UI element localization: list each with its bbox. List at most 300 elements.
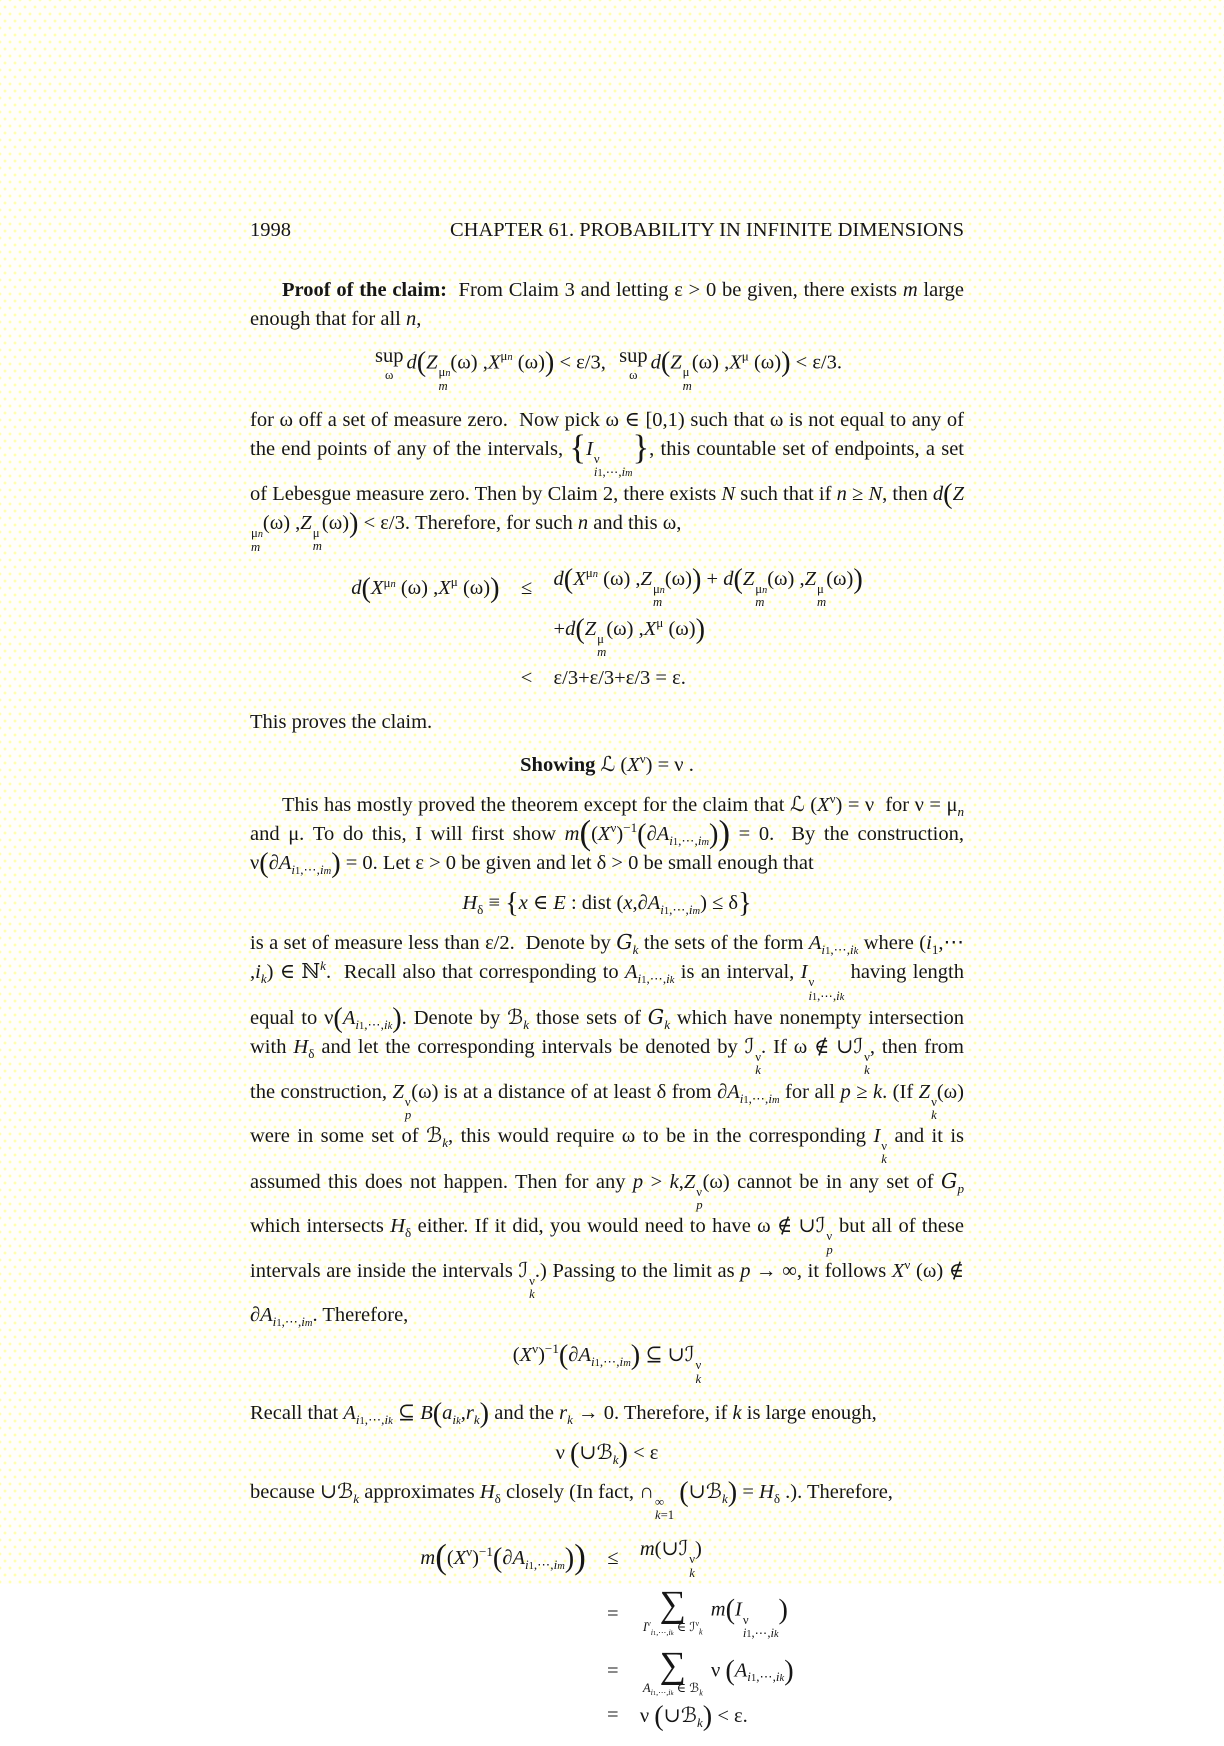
math-fragment: 1 xyxy=(931,942,939,958)
math-fragment: ) xyxy=(691,563,702,595)
math-fragment: k xyxy=(755,1063,761,1078)
math-fragment: m xyxy=(623,1358,631,1370)
math-fragment: ν xyxy=(931,1094,937,1109)
math-fragment: n xyxy=(957,804,964,820)
math-fragment: ) xyxy=(853,563,863,595)
math-fragment: ( xyxy=(333,1003,343,1035)
math-fragment: k xyxy=(612,1452,619,1468)
math-fragment: k xyxy=(864,1063,870,1078)
math-fragment: x xyxy=(623,892,633,915)
math-fragment xyxy=(251,527,263,554)
math-fragment: N xyxy=(721,483,736,506)
math-fragment xyxy=(655,1496,674,1523)
math-fragment: i xyxy=(836,988,840,1003)
math-fragment: ν xyxy=(904,1257,911,1273)
math-fragment: Z xyxy=(670,351,682,374)
running-header xyxy=(250,218,964,242)
paragraph: This has mostly proved the theorem except for the claim that ℒ $(X^\nu) = \nu$ for $\nu = \mu_n$ and μ. To do this, I will first show $m((X^\nu)^{-1}(\partial A_{i1,\cdots,im})) = 0$. By the construction, $\nu(\partial A_{i1,\cdots,im}) = 0$. Let ε > 0 be given and let δ > 0 be small enough that xyxy=(250,791,964,880)
math-fragment xyxy=(696,1199,702,1212)
math-fragment: i xyxy=(621,465,626,480)
math-fragment: n xyxy=(577,512,589,535)
math-fragment xyxy=(261,971,267,986)
math-fragment: 1 xyxy=(641,975,647,987)
math-fragment: { xyxy=(505,888,519,920)
math-fragment: i xyxy=(319,862,324,878)
math-fragment xyxy=(699,1628,703,1637)
math-fragment xyxy=(353,1491,359,1506)
math-fragment: ∑ xyxy=(659,1643,686,1685)
math-fragment: i xyxy=(650,1688,653,1698)
math-fragment: 1 xyxy=(750,1673,757,1685)
math-fragment: A xyxy=(578,1344,591,1367)
math-fragment: k xyxy=(732,1401,742,1424)
math-fragment: i1,⋯,im xyxy=(660,902,701,918)
math-fragment: k xyxy=(529,1287,535,1302)
math-fragment xyxy=(772,1095,780,1106)
math-fragment: ∑ $A_{i1,\cdots,ik}$ ∈ ℬ$_k$ ν $(A_{i1,\cdots,ik})$ xyxy=(642,1643,794,1698)
math-fragment: ≤ xyxy=(520,577,533,600)
math-fragment xyxy=(439,380,448,393)
math-fragment: ) xyxy=(718,813,731,853)
math-fragment: 1 xyxy=(276,1318,282,1330)
math-fragment xyxy=(864,1064,870,1077)
math-fragment: X xyxy=(729,351,742,374)
math-fragment: = xyxy=(607,1602,619,1625)
math-fragment: k xyxy=(473,1412,480,1428)
math-fragment xyxy=(390,579,395,590)
math-fragment: d xyxy=(351,577,362,600)
math-fragment xyxy=(445,368,450,379)
math-fragment: k xyxy=(260,971,267,987)
math-fragment: ω xyxy=(629,367,638,382)
math-fragment: k xyxy=(669,975,675,987)
math-fragment xyxy=(642,1643,703,1698)
math-fragment: k xyxy=(664,1017,671,1033)
math-fragment: m xyxy=(312,539,322,554)
math-fragment: H xyxy=(479,1480,495,1503)
math-fragment: i1,⋯,im xyxy=(524,1556,565,1572)
math-fragment xyxy=(456,1416,461,1427)
math-fragment: n xyxy=(659,584,665,596)
math-fragment xyxy=(755,1051,761,1078)
math-fragment: i1,⋯,ik xyxy=(747,1669,785,1685)
math-fragment: i xyxy=(742,1625,747,1640)
math-fragment: ) xyxy=(695,613,706,645)
math-fragment: d xyxy=(565,617,576,640)
math-fragment: 1 xyxy=(746,1628,752,1640)
math-fragment: p xyxy=(840,1080,851,1103)
math-fragment: $m((X^\nu)^{-1}(\partial A_{i1,\cdots,im}))$ xyxy=(420,1536,586,1576)
math-fragment: m xyxy=(771,1094,780,1106)
math-fragment: ν xyxy=(696,1184,702,1199)
math-fragment: X xyxy=(438,577,451,600)
math-fragment xyxy=(817,583,826,610)
math-fragment: sup xyxy=(374,345,404,367)
math-fragment: { xyxy=(569,428,587,468)
math-fragment: ( xyxy=(259,848,269,880)
math-fragment xyxy=(695,1359,701,1386)
math-fragment: A xyxy=(647,892,661,915)
math-fragment: ( xyxy=(943,478,953,510)
math-fragment xyxy=(523,1017,529,1032)
math-fragment xyxy=(699,1688,703,1697)
math-fragment: ν xyxy=(404,1094,411,1109)
math-fragment: i xyxy=(452,1412,457,1428)
math-fragment xyxy=(623,1358,631,1369)
math-fragment: Z xyxy=(952,483,964,506)
math-fragment: 1 xyxy=(812,991,818,1003)
math-fragment: m xyxy=(817,595,827,610)
math-fragment xyxy=(439,366,451,393)
math-fragment xyxy=(671,1630,674,1637)
math-fragment: k xyxy=(689,1565,695,1580)
math-fragment: i xyxy=(666,971,670,987)
math-fragment: ( xyxy=(570,1437,580,1469)
math-fragment xyxy=(653,583,665,610)
math-fragment: d xyxy=(932,483,944,506)
math-fragment: ( xyxy=(579,813,592,853)
math-fragment: Z xyxy=(640,567,652,590)
math-fragment: ( xyxy=(416,347,427,379)
math-fragment: x xyxy=(518,892,528,915)
paragraph: Proof of the claim: From Claim 3 and letting ε > 0 be given, there exists m large enough that for all n, xyxy=(250,279,965,330)
equation-array xyxy=(351,564,863,694)
math-fragment: ν xyxy=(647,1619,651,1629)
math-fragment: δ xyxy=(308,1046,315,1062)
math-fragment xyxy=(420,1699,793,1732)
math-fragment: 1 xyxy=(653,1629,657,1637)
math-fragment: ( xyxy=(725,1594,735,1626)
math-fragment: i1,⋯,im xyxy=(272,1314,313,1330)
math-fragment: ( xyxy=(563,563,574,595)
math-fragment: i xyxy=(383,1017,388,1033)
math-fragment: A xyxy=(260,1304,273,1327)
math-fragment: i xyxy=(770,1625,775,1640)
math-fragment: X xyxy=(643,617,657,640)
math-fragment xyxy=(593,569,598,580)
math-fragment: n xyxy=(445,368,451,380)
math-fragment: i xyxy=(660,902,664,918)
math-fragment: ν xyxy=(826,1229,833,1244)
math-fragment: μ xyxy=(817,581,824,596)
math-fragment xyxy=(320,959,326,974)
math-fragment: k xyxy=(699,1688,703,1698)
math-fragment: k xyxy=(669,1170,679,1193)
math-fragment: ( xyxy=(725,1655,735,1687)
page-number: 1998 xyxy=(250,219,291,241)
math-fragment: i xyxy=(926,932,932,955)
math-fragment: m xyxy=(755,595,765,610)
math-fragment: m xyxy=(692,906,701,918)
math-fragment: E xyxy=(553,892,566,915)
math-fragment: n xyxy=(405,308,417,330)
math-fragment: G xyxy=(941,1168,958,1193)
math-fragment: μ xyxy=(597,631,604,646)
math-fragment: 1 xyxy=(359,1416,365,1428)
math-fragment: $A_{i1,\cdots,ik}$ ∈ ℬ$_k$ xyxy=(642,1680,703,1698)
math-fragment: ) xyxy=(564,1542,575,1574)
math-fragment: μ xyxy=(741,348,749,364)
math-fragment: ) xyxy=(778,1594,788,1626)
math-fragment: A xyxy=(278,852,292,875)
math-fragment xyxy=(420,1645,585,1699)
math-fragment: i xyxy=(301,1314,305,1330)
math-fragment xyxy=(653,596,662,609)
math-fragment: 1 xyxy=(597,468,603,480)
math-fragment: ) xyxy=(392,1003,402,1035)
math-fragment: μn xyxy=(652,581,665,596)
math-fragment: i1,⋯,ik xyxy=(355,1017,393,1033)
math-fragment: k xyxy=(632,942,639,958)
display-equation: sup ω d(Z μn m (ω) $,X^{\mu n}$ (ω)) < ε/3, sup ω d(Z μ m (ω) $,X^\mu$ (ω)) < ε/3. xyxy=(374,345,843,393)
math-fragment: H xyxy=(390,1215,406,1238)
math-fragment: A xyxy=(343,1401,356,1424)
math-fragment: ( xyxy=(435,1536,447,1576)
paragraph: for ω off a set of measure zero. Now pick ω ∈ [0,1) such that ω is not equal to any of the end points of any of the intervals, {I ν i1,⋯,im }, this countable set of endpoints, a set of Lebesgue measure zero. Then by Claim 2, there exists N such that if n ≥ N, then d(Z μn m (ω) ,Z μ m (ω)) < ε/3. Therefore, for such n and this ω, xyxy=(250,409,964,554)
page-content xyxy=(250,276,964,1732)
math-fragment: μn xyxy=(383,574,396,590)
math-fragment: i xyxy=(821,942,826,958)
math-fragment: H xyxy=(759,1480,774,1503)
math-fragment: d xyxy=(650,351,661,374)
math-fragment: m xyxy=(420,1546,436,1569)
math-fragment: i xyxy=(593,465,598,480)
math-fragment: I xyxy=(873,1125,881,1148)
math-fragment xyxy=(351,663,863,694)
math-fragment: Z xyxy=(584,617,597,640)
math-fragment: k xyxy=(654,1508,661,1523)
math-fragment: +d(Z μ m (ω) $,X^\mu$ (ω)) xyxy=(553,613,706,659)
math-fragment: Z xyxy=(742,567,755,590)
math-fragment xyxy=(597,633,606,660)
math-fragment xyxy=(420,1584,585,1645)
math-fragment: ν xyxy=(689,1552,696,1567)
math-fragment: k xyxy=(721,1491,728,1507)
math-fragment: n xyxy=(762,584,768,596)
display-equation: ν (∪ℬ$_k$) < ε xyxy=(555,1437,659,1469)
math-fragment: A xyxy=(642,1680,651,1695)
math-fragment xyxy=(692,906,700,917)
math-fragment xyxy=(351,663,499,694)
math-fragment: $d(X^{\mu n}$ (ω) ,Z μn m (ω)) + d(Z μn m (ω) ,Z μ m (ω)) xyxy=(553,563,863,610)
math-fragment xyxy=(660,585,665,596)
math-fragment: 1 xyxy=(743,1094,749,1106)
math-fragment: X xyxy=(627,754,640,777)
math-fragment: k xyxy=(353,1491,360,1507)
math-fragment: i xyxy=(619,1354,624,1370)
math-fragment: Z xyxy=(300,512,312,535)
math-fragment xyxy=(864,1051,870,1078)
math-fragment: i xyxy=(637,971,642,987)
math-fragment xyxy=(640,1584,794,1645)
math-fragment: i xyxy=(768,1090,772,1106)
math-fragment: i xyxy=(775,1669,780,1685)
math-fragment: n xyxy=(390,578,396,590)
math-fragment xyxy=(420,1645,793,1699)
math-fragment xyxy=(388,1416,393,1427)
math-fragment: A xyxy=(734,1659,748,1682)
math-fragment: δ xyxy=(405,1225,412,1241)
math-fragment: ω xyxy=(385,367,394,382)
math-fragment: d xyxy=(723,567,734,590)
math-fragment: H xyxy=(462,892,478,915)
math-fragment xyxy=(671,1690,674,1697)
math-fragment: 1 xyxy=(295,866,301,878)
math-fragment: A xyxy=(342,1007,356,1030)
paragraph: is a set of measure less than ε/2. Denote by $G_k$ the sets of the form $A_{i1,\cdots,ik}$ where ($i_1,\cdots$ $,i_k$) ∈ ℕ$^k$. Recall also that corresponding to $A_{i1,\cdots,ik}$ is an interval, I ν i1,⋯,ik having length equal to $\nu(A_{i1,\cdots,ik})$. Denote by ℬ$_k$ those sets of $G_k$ which have nonempty intersection with $H_\delta$ and let the corresponding intervals be denoted by ℐ ν k . If ω ∉ ∪ℐ ν k , then from the construction, Z ν p (ω) is at a distance of at least δ from $\partial A_{i1,\cdots,im}$ for all p ≥ k. (If Z ν k (ω) were in some set of ℬ$_k$, this would require ω to be in the corresponding I ν k and it is assumed this does not happen. Then for any p > k,Z ν p (ω) cannot be in any set of $G_p$ which intersects $H_\delta$ either. If it did, you would need to have ω ∉ ∪ℐ ν p but all of these intervals are inside the intervals ℐ ν k .) Passing to the limit as p → ∞, it follows $X^\nu$ (ω) ∉ $\partial A_{i1,\cdots,im}$. Therefore, xyxy=(250,930,965,1330)
math-fragment xyxy=(633,942,639,957)
math-fragment: A xyxy=(625,961,638,984)
math-fragment: i xyxy=(669,833,673,849)
math-fragment: } xyxy=(738,888,752,920)
math-fragment: i xyxy=(850,942,854,958)
math-fragment: i xyxy=(291,862,296,878)
math-fragment: X xyxy=(817,794,830,817)
math-fragment: i1,⋯,ik xyxy=(650,1688,674,1698)
math-fragment: n xyxy=(836,483,847,506)
math-fragment: 1 xyxy=(825,946,831,958)
math-fragment: μ xyxy=(656,614,664,630)
math-fragment xyxy=(809,976,845,1003)
math-fragment: p xyxy=(696,1198,703,1212)
math-fragment: ν xyxy=(829,791,836,807)
math-fragment: A xyxy=(727,1080,740,1103)
math-fragment xyxy=(567,1412,573,1427)
math-fragment: i1,⋯,ik xyxy=(650,1627,674,1637)
math-fragment xyxy=(840,992,845,1003)
paragraph: Recall that $A_{i1,\cdots,ik}$ ⊆ $B(a_{ik},r_k)$ and the $r_k \to 0$. Therefore, if k is large enough, xyxy=(250,1397,877,1429)
math-fragment: ) xyxy=(709,819,719,851)
math-fragment: i1,⋯,ik xyxy=(637,971,675,987)
math-fragment xyxy=(881,1153,887,1166)
math-fragment: k xyxy=(442,1135,449,1151)
math-fragment: ν xyxy=(742,1612,749,1627)
math-fragment xyxy=(701,837,709,848)
math-fragment: i1,⋯,im xyxy=(291,862,332,878)
math-fragment xyxy=(313,527,322,554)
math-fragment: p xyxy=(632,1170,644,1193)
math-fragment: δ xyxy=(773,1491,781,1507)
math-fragment: ∑ xyxy=(659,1582,686,1624)
math-fragment: n xyxy=(257,528,263,540)
math-fragment: i xyxy=(668,1688,671,1698)
math-fragment xyxy=(258,529,263,540)
math-fragment: ν xyxy=(881,1139,888,1154)
math-fragment xyxy=(817,596,826,609)
math-fragment: ν (∪ℬ$_k$) < ε. xyxy=(639,1700,748,1732)
math-fragment: } xyxy=(632,428,650,468)
math-fragment: m xyxy=(304,1318,313,1330)
math-fragment: ν xyxy=(593,452,600,467)
math-fragment: i xyxy=(590,1354,595,1370)
math-fragment: m xyxy=(438,378,448,393)
math-fragment: A xyxy=(656,823,670,846)
math-fragment: k xyxy=(881,1152,887,1167)
math-fragment: μn xyxy=(251,525,263,540)
math-fragment xyxy=(500,614,554,664)
math-fragment: m xyxy=(323,866,332,878)
math-fragment: Z xyxy=(918,1080,931,1103)
math-fragment: Z xyxy=(683,1170,696,1193)
math-fragment: A xyxy=(808,932,822,955)
math-fragment: I xyxy=(586,438,593,461)
math-fragment: −1 xyxy=(623,820,638,836)
math-fragment: i xyxy=(255,961,261,984)
math-fragment: m xyxy=(639,1538,655,1561)
math-fragment xyxy=(755,583,767,610)
math-fragment xyxy=(774,1629,779,1640)
math-fragment: m xyxy=(597,645,607,659)
math-fragment: 1 xyxy=(528,1560,534,1572)
math-fragment: k xyxy=(695,1371,702,1386)
math-fragment: k xyxy=(387,1021,393,1033)
math-fragment: ) xyxy=(490,573,500,605)
math-fragment: I xyxy=(800,961,808,984)
math-fragment: ν xyxy=(755,1050,762,1065)
math-fragment: m xyxy=(251,539,261,554)
math-fragment: i xyxy=(272,1314,277,1330)
math-fragment: ∞ xyxy=(654,1494,665,1509)
math-fragment: ( xyxy=(361,573,371,605)
math-fragment: H xyxy=(293,1036,309,1059)
math-fragment: ) xyxy=(781,347,791,379)
math-fragment: ) xyxy=(618,1437,628,1469)
math-fragment: μn xyxy=(585,565,598,581)
math-fragment: p xyxy=(957,1180,964,1196)
math-fragment: μn xyxy=(438,365,451,380)
math-fragment: I xyxy=(735,1598,742,1621)
math-fragment: −1 xyxy=(478,1543,493,1559)
display-equation: $H_\delta \equiv \{x$ ∈ E : dist $(x,\partial A_{i1,\cdots,im}) \le \delta$} xyxy=(462,888,752,920)
math-fragment: m(∪ℐ ν k ) xyxy=(639,1538,702,1580)
math-fragment xyxy=(351,614,499,664)
math-fragment xyxy=(743,1614,779,1641)
math-fragment xyxy=(594,453,633,480)
math-fragment: μ xyxy=(682,365,690,380)
math-fragment: k xyxy=(872,1080,883,1103)
math-fragment: Z xyxy=(392,1080,404,1103)
math-fragment: i xyxy=(553,1556,558,1572)
math-fragment: = xyxy=(607,1660,619,1683)
math-fragment: ) xyxy=(331,848,341,880)
math-fragment xyxy=(957,804,964,819)
math-fragment: $I^\nu_{i1,\cdots,ik}$ ∈ ℐ$^\nu_k$ xyxy=(642,1619,703,1637)
math-fragment: 1 xyxy=(652,1690,657,1698)
math-fragment: m xyxy=(902,279,918,301)
math-fragment: k xyxy=(699,1627,703,1637)
math-fragment: ( xyxy=(558,1340,569,1372)
math-fragment: i1,⋯,ik xyxy=(742,1625,779,1640)
math-fragment: ( xyxy=(492,1542,503,1574)
math-fragment: i xyxy=(688,902,693,918)
math-fragment xyxy=(762,585,767,596)
paragraph: because ∪ℬ$_k$ approximates $H_\delta$ closely (In fact, ∩ ∞ k=1 (∪ℬ$_k$) = $H_\delta$ .). Therefore, xyxy=(250,1476,893,1523)
math-fragment xyxy=(507,352,512,363)
math-fragment xyxy=(755,1064,761,1077)
math-fragment: ( xyxy=(654,1700,664,1732)
math-fragment: m xyxy=(564,823,580,846)
math-fragment: d xyxy=(553,567,564,590)
math-fragment xyxy=(597,646,606,659)
math-fragment: p xyxy=(740,1259,751,1282)
math-fragment: X xyxy=(487,351,501,374)
math-fragment xyxy=(826,1230,832,1257)
math-fragment: I xyxy=(642,1620,648,1635)
math-fragment: ) xyxy=(349,507,359,539)
math-fragment xyxy=(854,946,859,957)
math-fragment: d xyxy=(406,351,417,374)
math-fragment: p xyxy=(826,1242,833,1257)
